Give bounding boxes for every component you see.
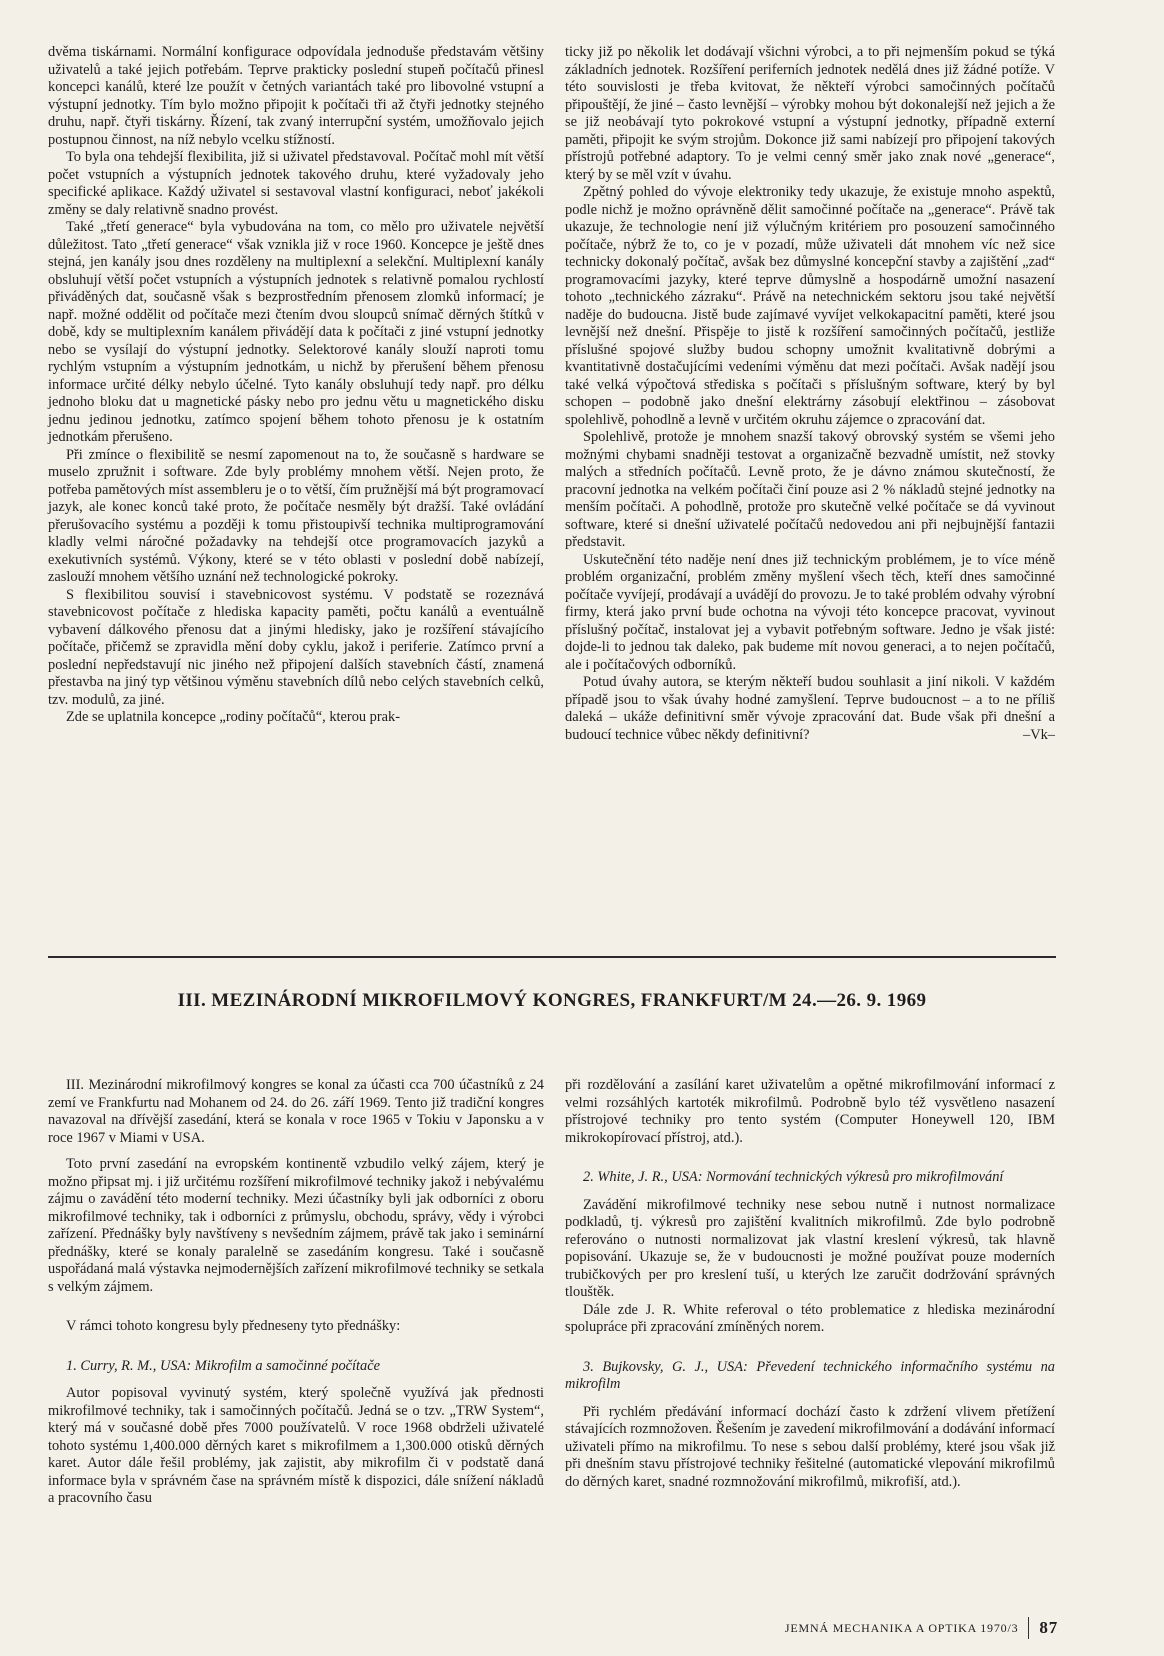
paragraph: Zavádění mikrofilmové techniky nese sebou nutně i nutnost normalizace podkladů, tj. výkresů pro zajištění kvalitních mikrofilmů. Zde bylo podrobně referováno o nutnosti normalizovat jak vlastní kreslení výkresů, tak hlavně popisování. Ukazuje se, že v budoucnosti je možné používat pouze moderních trubičkových per pro kreslení tuší, u kterých lze zaručit dodržování správných tlouštěk. (565, 1196, 1055, 1300)
paragraph: Spolehlivě, protože je mnohem snazší takový obrovský systém se všemi jeho možnými chybami snadněji testovat a organizačně bezvadně umístit, než stovky malých a středních počítačů. Levně proto, že je dávno známou skutečností, že pracovní jednotka na velkém počítači činí pouze asi 2 % nákladů stejné jednotky na menším počítači. A pohodlně, protože pro skutečně velké počítače se dá vyvinout software, které si dnešní uživatelé počítačů nedovedou ani při nejbujnější fantazii představit. (565, 429, 1055, 550)
paragraph: To byla ona tehdejší flexibilita, již si uživatel představoval. Počítač mohl mít větší počet vstupních a výstupních jednotek takového druhu, které vyžadovaly jeho specifické aplikace. Každý uživatel si sestavoval vlastní konfiguraci, neboť jakékoli změny se daly relativně snadno provést. (48, 149, 544, 218)
section-divider (48, 956, 1056, 958)
paragraph: Dále zde J. R. White referoval o této problematice z hlediska mezinárodní spolupráce při zpracování zmíněných norem. (565, 1301, 1055, 1335)
paragraph: dvěma tiskárnami. Normální konfigurace odpovídala jednoduše představám většiny uživatelů a také jejich potřebám. Teprve prakticky poslední stupeň počítačů přinesl koncepci kanálů, které lze použít v četných variantách také pro libovolné vstupní a výstupní jednotky. Tím bylo možno připojit k počítači tři až čtyři jednotky stejného druhu, např. čtyři tiskárny. Řízení, tak zvaný interrupční systém, umožňovalo jejich postupnou činnost, na níž nebylo vcelku stížností. (48, 44, 544, 148)
paragraph: Toto první zasedání na evropském kontinentě vzbudilo velký zájem, který je možno připsat mj. i již určitému rozšíření mikrofilmové techniky jakož i nebývalému zájmu o zavádění této moderní techniky. Mezi účastníky byli jak odborníci z oboru mikrofilmové techniky, tak i odborníci z průmyslu, obchodu, správy, vědy i výrobci zařízení. Přednášky byly navštíveny s nevšedním zájmem, právě tak jako i seminární přednášky, které se konaly paralelně se zasedáním kongresu. Také i současně uspořádaná malá výstavka nejmodernějších zařízení mikrofilmové techniky se setkala s velkým zájmem. (48, 1156, 544, 1295)
paragraph: III. Mezinárodní mikrofilmový kongres se konal za účasti cca 700 účastníků z 24 zemí ve Frankfurtu nad Mohanem od 24. do 26. září 1969. Tento již tradiční kongres navazoval na dřívější zasedání, která se konala v roce 1965 v Tokiu v Japonsku a v roce 1967 v Miami v USA. (48, 1077, 544, 1146)
article2-left-column (48, 1077, 544, 1508)
paragraph: při rozdělování a zasílání karet uživatelům a opětné mikrofilmování informací z velmi rozsáhlých kartoték mikrofilmů. Podrobně bylo též vysvětleno nasazení přístrojové techniky pro tento systém (Computer Honeywell 120, IBM mikrokopírovací přístroj, atd.). (565, 1077, 1055, 1146)
page-footer (785, 1617, 1058, 1639)
lecture-heading: 1. Curry, R. M., USA: Mikrofilm a samočinné počítače (66, 1357, 381, 1374)
lecture-heading: 3. Bujkovsky, G. J., USA: Převedení technického informačního systému na mikrofilm (565, 1358, 1055, 1392)
article-title: III. MEZINÁRODNÍ MIKROFILMOVÝ KONGRES, FRANKFURT/M 24.—26. 9. 1969 (177, 990, 927, 1011)
paragraph: Při zmínce o flexibilitě se nesmí zapomenout na to, že současně s hardware se muselo zpružnit i software. Zde byly problémy mnohem větší. Nejen proto, že potřeba pamětových míst assembleru je o to větší, čím pružnější má být programovací jazyk, ale konec konců také proto, že počítače nesměly být dražší. Také ovládání přerušovacího systému a později k tomu přistoupivší technika multiprogramování kladly velmi náročné požadavky na tehdejší otce programovacích jazyků a exekutivních systémů. Výkony, které se v této oblasti v poslední době nabízejí, zaslouží mnohem většího uznání než technologické pokroky. (48, 446, 544, 585)
footer-separator (1028, 1617, 1029, 1639)
page-number: 87 (1039, 1618, 1058, 1637)
paragraph: Zpětný pohled do vývoje elektroniky tedy ukazuje, že existuje mnoho aspektů, podle nichž je možno oprávněně dělit samočinné počítače na „generace“. Právě tak ukazuje, že technologie není již výlučným kritériem pro posouzení samočinného počítače, nýbrž že to, co je v pozadí, může uživateli dát mnohem víc než sice technicky dokonalý počítač, avšak bez důmyslné koncepční stavby a zajištění „zad“ programovacími jazyky, které teprve důmyslně a hospodárně umožní nasazení tohoto „technického zázraku“. Právě na netechnickém sektoru jsou také největší naděje do budoucna. Jistě bude zajímavé vyvíjet velkokapacitní paměti, které jsou levnější než dnešní. Přispěje to jistě k rozšíření samočinných počítačů, jestliže příslušné spojové služby budou schopny umožnit kvalitativně dobrými a kvantitativně dostačujícími vedeními výměnu dat mezi počítači. Avšak nadějí jsou také velká výpočtová střediska s počítači s příslušným software, který by byl schopen – podobně jako dnešní elektrárny zásobují elektřinou – zásobovat spolehlivě, pohodlně a levně v určitém okruhu zájemce o zpracování dat. (565, 184, 1055, 428)
article1-right-column (565, 44, 1055, 744)
paragraph-text: Potud úvahy autora, se kterým někteří budou souhlasit a jiní nikoli. V každém případě jsou to však úvahy hodné zamyšlení. Teprve budoucnost – a to ne příliš daleká – ukáže definitivní směr vývoje zpracování dat. Bude však při dnešní a budoucí technice vůbec někdy definitivní? (565, 674, 1055, 743)
paragraph: Uskutečnění této naděje není dnes již technickým problémem, je to více méně problém organizační, problém změny myšlení všech těch, kteří dnes samočinné počítače vyvíjejí, prodávají a uvádějí do provozu. Je to také problém odvahy výrobní firmy, která jako první bude ochotna na vývoji této koncepce pracovat, vyvinout příslušný počítač, instalovat jej a vybavit potřebným software. Jedno je však jisté: dojde-li to jednou tak daleko, pak budeme mít novou generaci, a to nejen počítačů, ale i počítačových odborníků. (565, 551, 1055, 673)
journal-name: JEMNÁ MECHANIKA A OPTIKA 1970/3 (784, 1620, 1019, 1635)
article1-left-column (48, 44, 544, 727)
paragraph: Také „třetí generace“ byla vybudována na tom, co mělo pro uživatele největší důležitost. Tato „třetí generace“ však vznikla již v roce 1960. Koncepce je ještě dnes stejná, jen kanály jsou dnes rozděleny na multiplexní a selekční. Multiplexní kanály obsluhují větší počet vstupních a výstupních jednotek s relativně pomalou rychlostí přiváděných dat, současně však s bezprostředním přenosem zlomků informací; je např. možné oddělit od počítače mezi čtením dvou sloupců snímač děrných štítků v době, kdy se multiplexním kanálem přivádějí data k počítači z jiné vstupní jednotky nebo se vysílají do výstupní jednotky. Selektorové kanály slouží naproti tomu rychlým vstupním a výstupním jednotkám, u nichž by přerušení během přenosu informace určité délky nebylo účelné. Tyto kanály obsluhují tedy např. pro délku jednoho bloku dat u magnetické pásky nebo pro jednu větu u magnetického disku jednu jedinou jednotku, zatímco spojení během tohoto přenosu je k ostatním jednotkám přerušeno. (48, 219, 544, 445)
paragraph: V rámci tohoto kongresu byly předneseny tyto přednášky: (66, 1318, 401, 1334)
lecture-heading: 2. White, J. R., USA: Normování technických výkresů pro mikrofilmování (583, 1169, 1004, 1185)
paragraph: Zde se uplatnila koncepce „rodiny počítačů“, kterou prak- (66, 709, 401, 725)
paragraph: Při rychlém předávání informací dochází často k zdržení vlivem přetížení stávajících rozmnožoven. Řešením je zavedení mikrofilmování a dodávání informací uživateli přímo na mikrofilmu. To nese s sebou další problémy, které jsou však již při dnešním stavu přístrojové techniky řešitelné (automatické vlepování mikrofilmů do děrných karet, snadné rozmnožování mikrofilmů, mikrofiší, atd.). (565, 1403, 1055, 1490)
article2-right-column (565, 1077, 1055, 1491)
paragraph: S flexibilitou souvisí i stavebnicovost systému. V podstatě se rozeznává stavebnicovost počítače z hlediska kapacity paměti, počtu kanálů a eventuálně vybavení dálkového přenosu dat a jinými hledisky, jako je rozšíření stávajícího počítače, přičemž se zpravidla mění doby cyklu, jakož i periferie. Zatímco první a poslední nepředstavují nic jiného než připojení dalších stavebních částí, znamená přestavba na jiný typ většinou výměnu stavebních dílů nebo celých stavebních celků, tzv. modulů, za jiné. (48, 586, 544, 708)
paragraph: Autor popisoval vyvinutý systém, který společně využívá jak přednosti mikrofilmové techniky, tak i samočinných počítačů. Jedná se o tzv. „TRW System“, který má v současné době přes 7000 používatelů. V roce 1968 obdrželi uživatelé tohoto systému 1,400.000 děrných karet s mikrofilmem a 1,300.000 otisků děrných karet. Autor dále řešil problémy, jak zajistit, aby mikrofilm či v podstatě daná informace byla v správném čase na správném místě k dispozici, dále snížení nákladů a pracovního času (48, 1385, 544, 1506)
paragraph-last (565, 674, 1055, 744)
author-signature: –Vk– (1023, 726, 1055, 743)
paragraph: ticky již po několik let dodávají všichni výrobci, a to při nejmenším pokud se týká základních jednotek. Rozšíření periferních jednotek nedělá dnes již žádné potíže. V této souvislosti je třeba kvitovat, že někteří výrobci samočinných počítačů připouštějí, že jiné – často levnější – výrobky mohou být dokonalejší než jejich a že se již neobávají tyto pokrokové vstupní a výstupní jednotky, případně externí paměti, připojit ke svým strojům. Dokonce již sami nabízejí pro připojení takových přístrojů potřebné adaptory. To je velmi cenný směr jako znak nové „generace“, který by se měl vzít v úvahu. (565, 44, 1055, 183)
